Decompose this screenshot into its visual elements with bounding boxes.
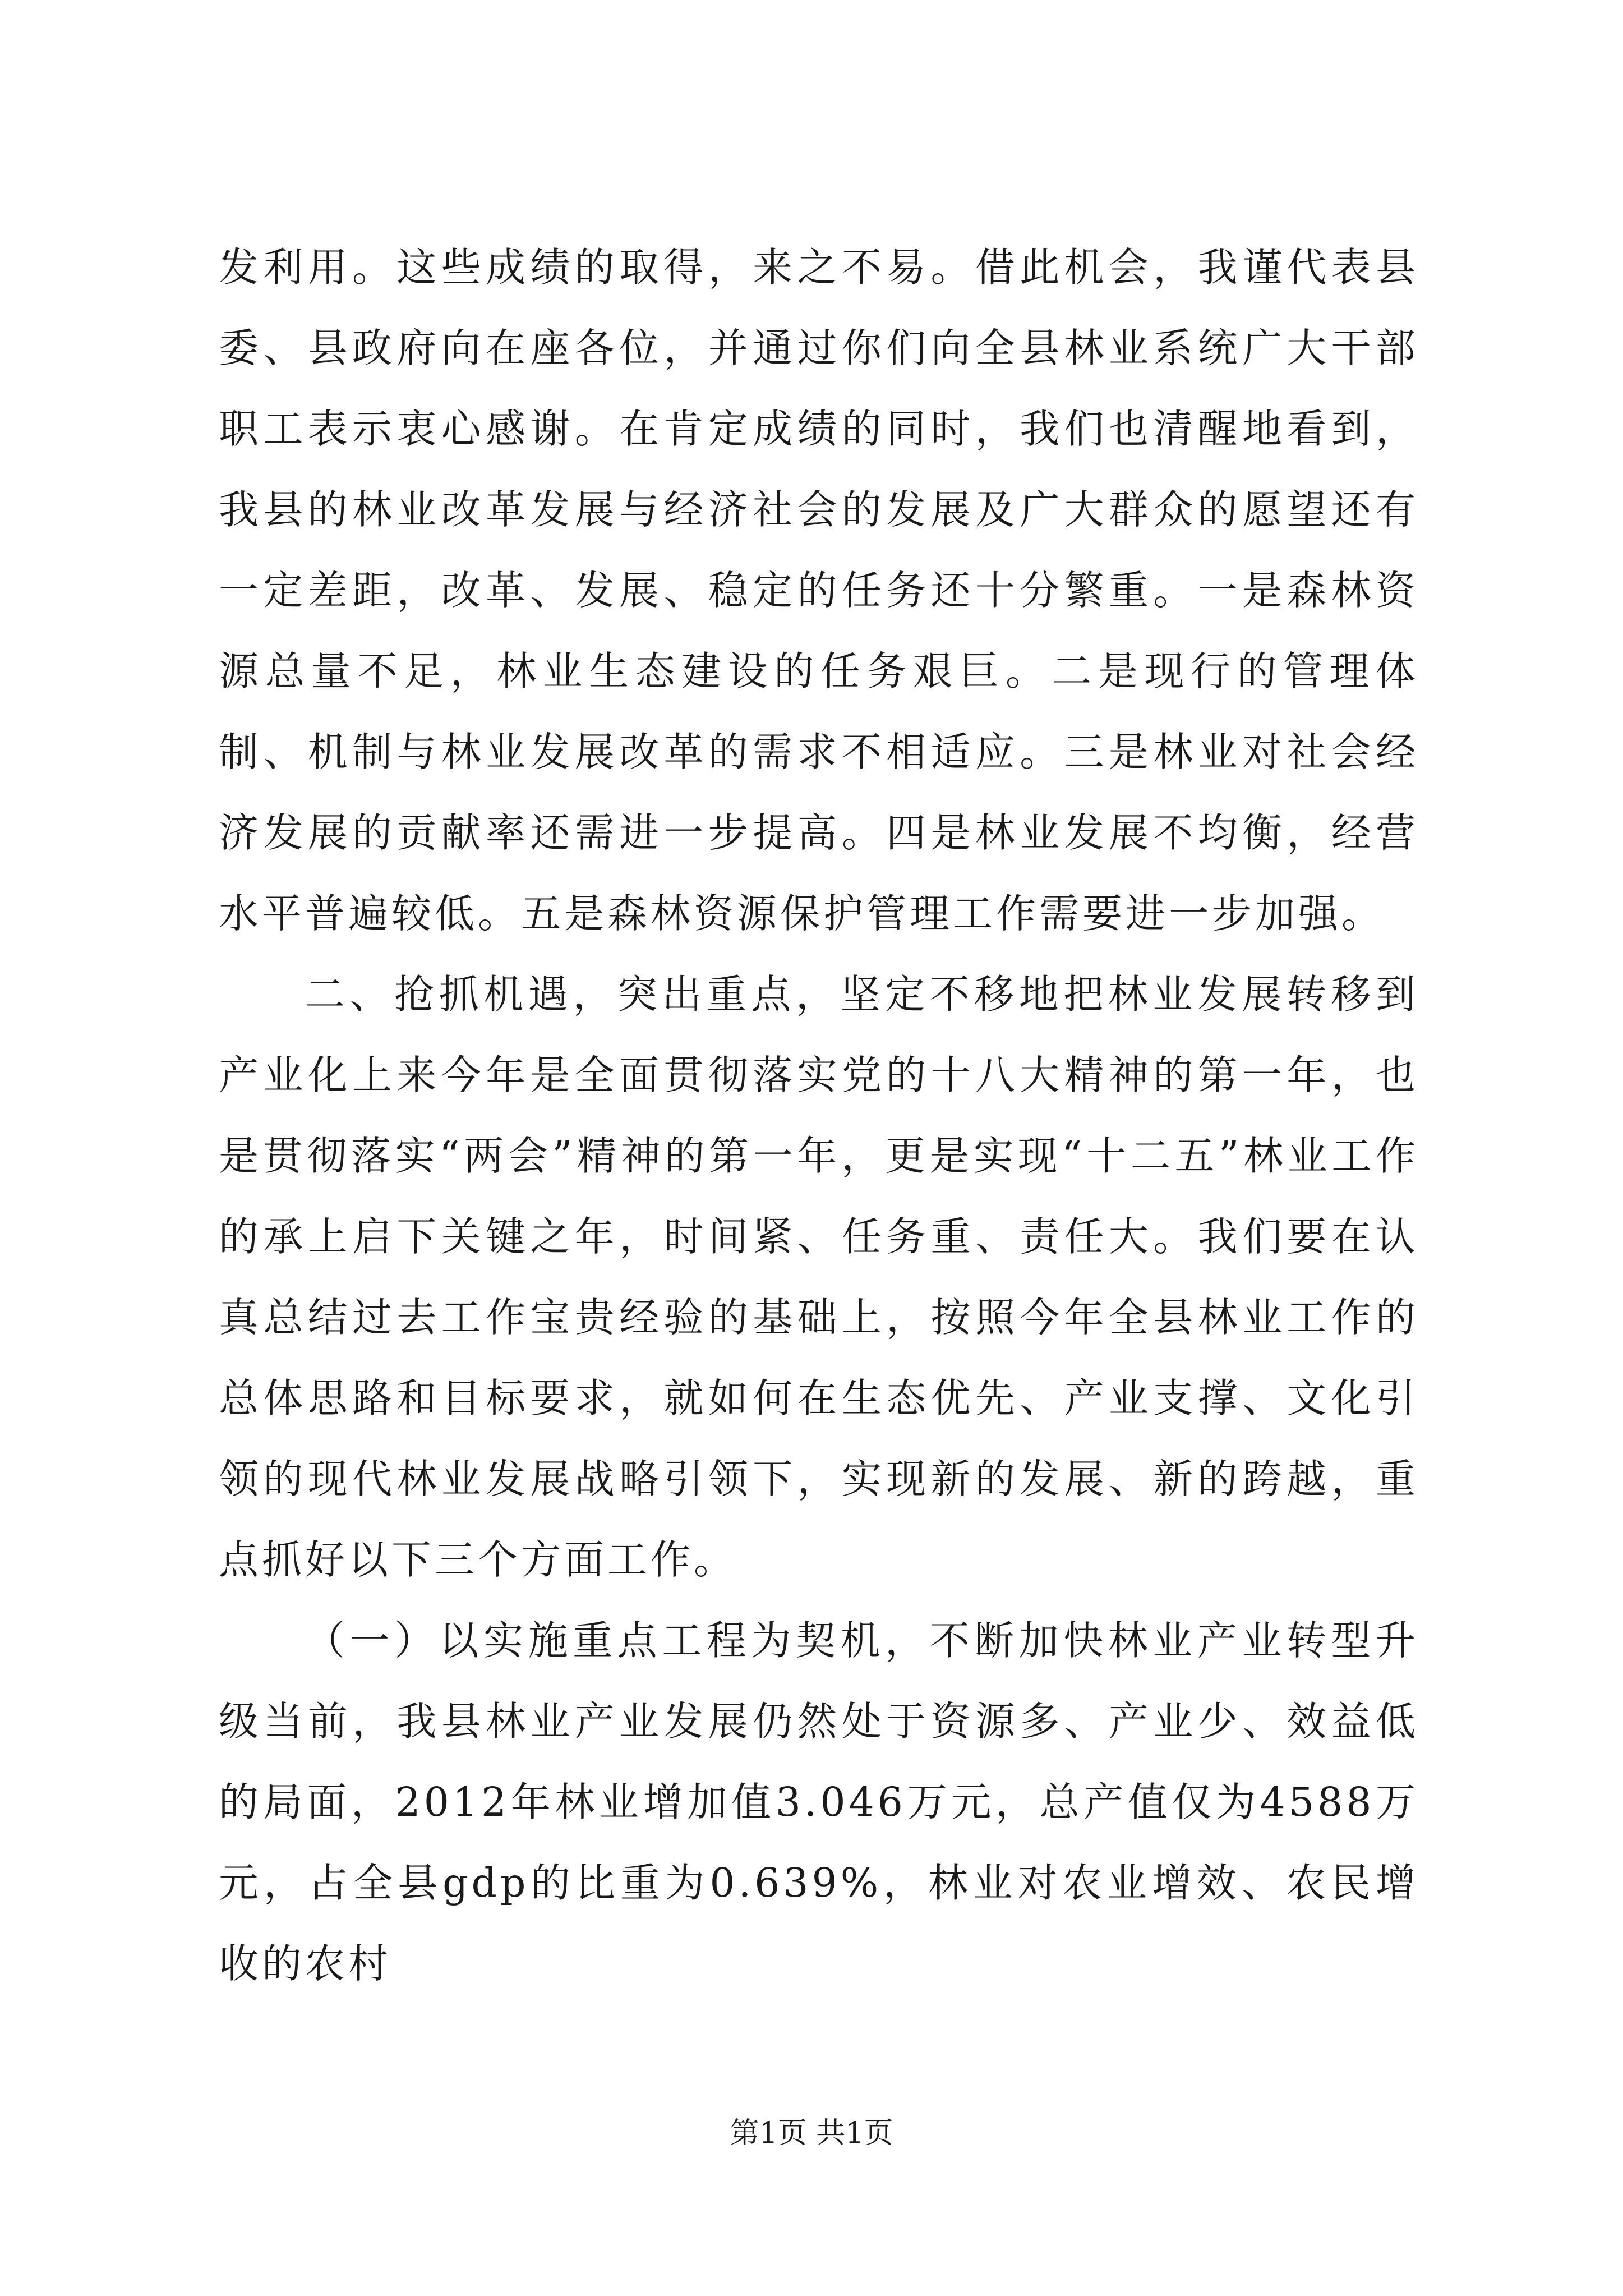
paragraph-subsection-one: （一）以实施重点工程为契机，不断加快林业产业转型升级当前，我县林业产业发展仍然处于资源多、产业少、效益低的局面，2012年林业增加值3.046万元，总产值仅为4588万元，占全县gdp的比重为0.639%，林业对农业增效、农民增收的农村 [219, 1617, 1419, 1987]
document-body [219, 227, 1419, 2004]
page-footer: 第1页 共1页 [730, 2116, 893, 2150]
paragraph-continuation: 发利用。这些成绩的取得，来之不易。借此机会，我谨代表县委、县政府向在座各位，并通过你们向全县林业系统广大干部职工表示衷心感谢。在肯定成绩的同时，我们也清醒地看到，我县的林业改革发展与经济社会的发展及广大群众的愿望还有一定差距，改革、发展、稳定的任务还十分繁重。一是森林资源总量不足，林业生态建设的任务艰巨。二是现行的管理体制、机制与林业发展改革的需求不相适应。三是林业对社会经济发展的贡献率还需进一步提高。四是林业发展不均衡，经营水平普遍较低。五是森林资源保护管理工作需要进一步加强。 [219, 244, 1419, 937]
paragraph-section-two: 二、抢抓机遇，突出重点，坚定不移地把林业发展转移到产业化上来今年是全面贯彻落实党的十八大精神的第一年，也是贯彻落实“两会”精神的第一年，更是实现“十二五”林业工作的承上启下关键之年，时间紧、任务重、责任大。我们要在认真总结过去工作宝贵经验的基础上，按照今年全县林业工作的总体思路和目标要求，就如何在生态优先、产业支撑、文化引领的现代林业发展战略引领下，实现新的发展、新的跨越，重点抓好以下三个方面工作。 [219, 971, 1419, 1583]
